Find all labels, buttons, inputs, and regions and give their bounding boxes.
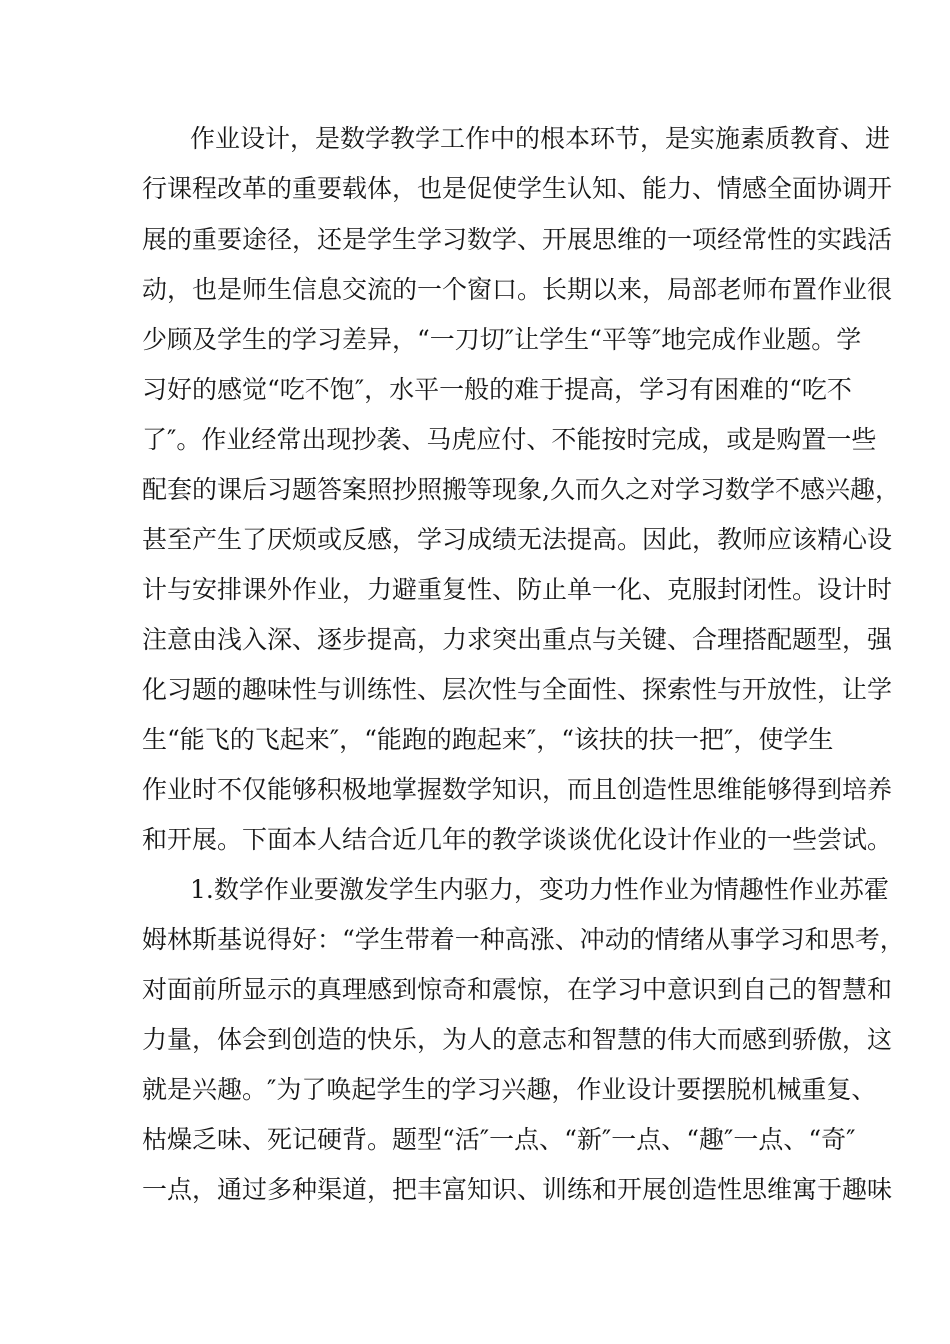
text-line: 和开展。下面本人结合近几年的教学谈谈优化设计作业的一些尝试。 bbox=[142, 825, 893, 854]
text-line: 1.数学作业要激发学生内驱力，变功力性作业为情趣性作业苏霍 bbox=[190, 875, 889, 904]
text-line: 了″。作业经常出现抄袭、马虎应付、不能按时完成，或是购置一些 bbox=[142, 425, 877, 454]
text-line: 行课程改革的重要载体，也是促使学生认知、能力、情感全面协调开 bbox=[142, 174, 893, 203]
text-line: 对面前所显示的真理感到惊奇和震惊，在学习中意识到自己的智慧和 bbox=[142, 975, 893, 1004]
text-line: 作业时不仅能够积极地掌握数学知识，而且创造性思维能够得到培养 bbox=[142, 775, 893, 804]
text-line: 枯燥乏味、死记硬背。题型“活″一点、“新″一点、“趣″一点、“奇″ bbox=[142, 1125, 856, 1154]
text-line: 甚至产生了厌烦或反感，学习成绩无法提高。因此，教师应该精心设 bbox=[142, 525, 893, 554]
text-line: 配套的课后习题答案照抄照搬等现象,久而久之对学习数学不感兴趣， bbox=[142, 475, 900, 504]
text-line: 习好的感觉“吃不饱″，水平一般的难于提高，学习有困难的“吃不 bbox=[142, 375, 852, 404]
text-line: 作业设计，是数学教学工作中的根本环节，是实施素质教育、进 bbox=[190, 124, 891, 153]
text-line: 注意由浅入深、逐步提高，力求突出重点与关键、合理搭配题型，强 bbox=[142, 625, 893, 654]
text-line: 展的重要途径，还是学生学习数学、开展思维的一项经常性的实践活 bbox=[142, 225, 893, 254]
text-line: 生“能飞的飞起来″，“能跑的跑起来″，“该扶的扶一把″，使学生 bbox=[142, 725, 834, 754]
text-line: 力量，体会到创造的快乐，为人的意志和智慧的伟大而感到骄傲，这 bbox=[142, 1025, 893, 1054]
text-line: 动，也是师生信息交流的一个窗口。长期以来，局部老师布置作业很 bbox=[142, 275, 893, 304]
text-line: 少顾及学生的学习差异，“一刀切″让学生“平等″地完成作业题。学 bbox=[142, 325, 862, 354]
text-line: 就是兴趣。″为了唤起学生的学习兴趣，作业设计要摆脱机械重复、 bbox=[142, 1075, 877, 1104]
text-line: 姆林斯基说得好：“学生带着一种高涨、冲动的情绪从事学习和思考， bbox=[142, 925, 905, 954]
text-line: 一点，通过多种渠道，把丰富知识、训练和开展创造性思维寓于趣味 bbox=[142, 1175, 893, 1204]
text-line: 化习题的趣味性与训练性、层次性与全面性、探索性与开放性，让学 bbox=[142, 675, 893, 704]
text-line: 计与安排课外作业，力避重复性、防止单一化、克服封闭性。设计时 bbox=[142, 575, 893, 604]
